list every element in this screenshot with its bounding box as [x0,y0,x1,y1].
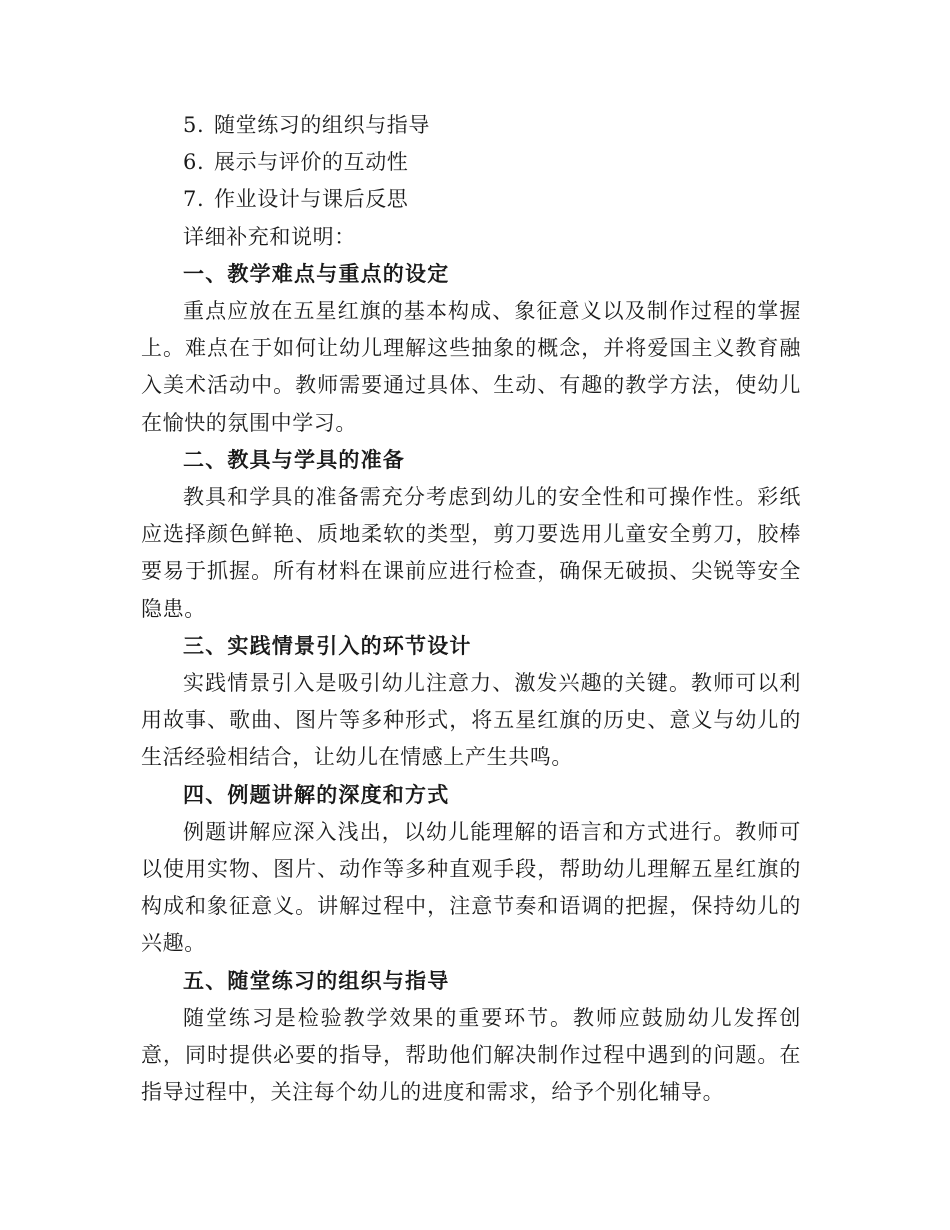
section-heading: 二、教具与学具的准备 [183,447,405,472]
list-item [141,144,801,181]
list-number: 6. [183,150,205,175]
section-paragraph: 实践情景引入是吸引幼儿注意力、激发兴趣的关键。教师可以利用故事、歌曲、图片等多种形式，将五星红旗的历史、意义与幼儿的生活经验相结合，让幼儿在情感上产生共鸣。 [141,671,801,770]
list-item [141,181,801,218]
section-heading: 三、实践情景引入的环节设计 [183,633,472,658]
intro-text: 详细补充和说明： [183,224,356,249]
section-paragraph: 教具和学具的准备需充分考虑到幼儿的安全性和可操作性。彩纸应选择颜色鲜艳、质地柔软的类型，剪刀要选用儿童安全剪刀，胶棒要易于抓握。所有材料在课前应进行检查，确保无破损、尖锐等安全隐患。 [141,485,801,621]
list-text: 随堂练习的组织与指导 [214,113,430,137]
list-number: 5. [183,113,205,137]
section-heading: 一、教学难点与重点的设定 [183,261,450,286]
section-paragraph: 重点应放在五星红旗的基本构成、象征意义以及制作过程的掌握上。难点在于如何让幼儿理解这些抽象的概念，并将爱国主义教育融入美术活动中。教师需要通过具体、生动、有趣的教学方法，使幼儿在愉快的氛围中学习。 [141,299,801,435]
section-heading: 五、随堂练习的组织与指导 [183,968,450,993]
section-paragraph: 随堂练习是检验教学效果的重要环节。教师应鼓励幼儿发挥创意，同时提供必要的指导，帮助他们解决制作过程中遇到的问题。在指导过程中，关注每个幼儿的进度和需求，给予个别化辅导。 [141,1005,801,1105]
document-page [141,107,801,1111]
list-text: 作业设计与课后反思 [214,187,409,212]
section-heading: 四、例题讲解的深度和方式 [183,782,450,807]
section-paragraph: 例题讲解应深入浅出，以幼儿能理解的语言和方式进行。教师可以使用实物、图片、动作等多种直观手段，帮助幼儿理解五星红旗的构成和象征意义。讲解过程中，注意节奏和语调的把握，保持幼儿的兴趣。 [141,819,801,956]
list-number: 7. [183,187,205,212]
list-item [141,107,801,144]
list-text: 展示与评价的互动性 [214,150,409,175]
